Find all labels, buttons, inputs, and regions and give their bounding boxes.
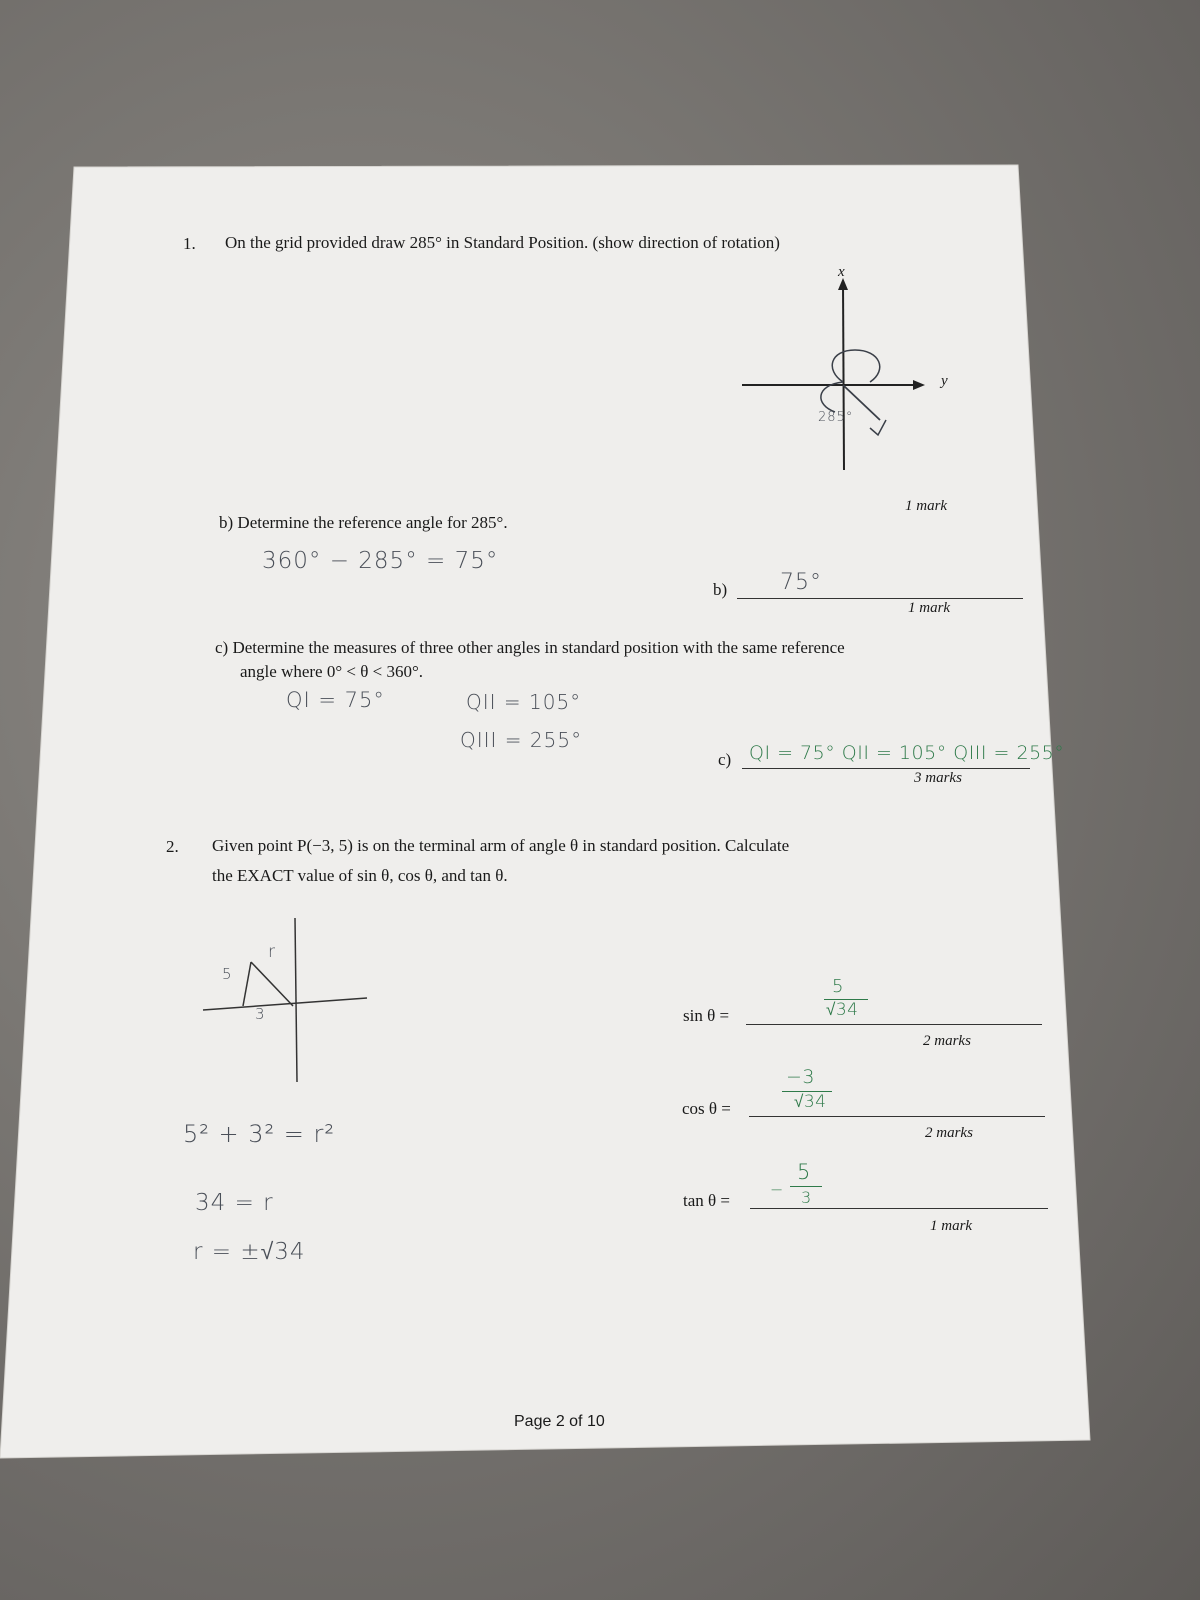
sin-denominator: √34 [826, 1000, 859, 1020]
q1b-answer-line [737, 598, 1023, 599]
tan-sign: − [770, 1180, 784, 1199]
q1c-work-q1: QI = 75° [286, 688, 385, 712]
tan-answer-line [750, 1208, 1048, 1209]
sketch-adjacent-label: 3 [255, 1005, 266, 1023]
q1c-prompt-line1: c) Determine the measures of three other angles in standard position with the same reference [215, 638, 845, 657]
q2-prompt-line1: Given point P(−3, 5) is on the terminal arm of angle θ in standard position. Calculate [212, 836, 790, 855]
sketch-opposite-label: 5 [222, 965, 233, 983]
cos-answer-line [749, 1116, 1045, 1117]
q2-number: 2. [166, 837, 179, 856]
q2-work-line1: 5² + 3² = r² [183, 1120, 336, 1148]
marks-a: 1 mark [905, 498, 948, 514]
q2-work-line3: r = ±√34 [193, 1239, 306, 1265]
cos-label: cos θ = [682, 1099, 731, 1118]
marks-cos: 2 marks [925, 1125, 973, 1141]
sin-answer-line [746, 1024, 1042, 1025]
page-number: Page 2 of 10 [514, 1413, 605, 1430]
tan-numerator: 5 [797, 1160, 811, 1184]
q1b-answer-label: b) [713, 580, 728, 599]
q1c-work-q2: QII = 105° [466, 690, 582, 714]
sketch-angle-label: 285° [818, 410, 854, 425]
axis-y-label: y [941, 373, 948, 389]
sketch-hypotenuse-label: r [268, 942, 276, 962]
q2-triangle-sketch [195, 910, 375, 1090]
axis-x-label: x [838, 264, 845, 280]
q1b-answer: 75° [780, 570, 822, 595]
q1c-prompt-line2: angle where 0° < θ < 360°. [240, 662, 424, 681]
q1c-answer: QI = 75° QII = 105° QIII = 255° [749, 742, 1065, 764]
tan-label: tan θ = [683, 1191, 730, 1210]
q2-work-line2: 34 = r [195, 1190, 274, 1216]
cos-numerator: −3 [786, 1066, 816, 1088]
q1b-prompt: b) Determine the reference angle for 285°. [219, 513, 508, 532]
marks-sin: 2 marks [923, 1033, 971, 1049]
marks-tan: 1 mark [930, 1218, 973, 1234]
q1c-answer-label: c) [718, 750, 732, 769]
q1c-work-q3: QIII = 255° [460, 728, 583, 752]
q1-axes-sketch [730, 270, 950, 480]
q2-prompt-line2: the EXACT value of sin θ, cos θ, and tan θ. [212, 866, 508, 885]
q1-number: 1. [183, 234, 196, 253]
marks-c: 3 marks [914, 770, 962, 786]
q1b-work: 360° − 285° = 75° [262, 548, 499, 574]
sin-numerator: 5 [832, 976, 844, 997]
sin-label: sin θ = [683, 1006, 730, 1025]
tan-fraction-bar [790, 1186, 822, 1187]
cos-denominator: √34 [794, 1092, 827, 1112]
marks-b: 1 mark [908, 600, 951, 616]
tan-denominator: 3 [801, 1188, 812, 1207]
q1c-answer-line [742, 768, 1030, 769]
q1-prompt: On the grid provided draw 285° in Standard Position. (show direction of rotation) [225, 233, 780, 252]
